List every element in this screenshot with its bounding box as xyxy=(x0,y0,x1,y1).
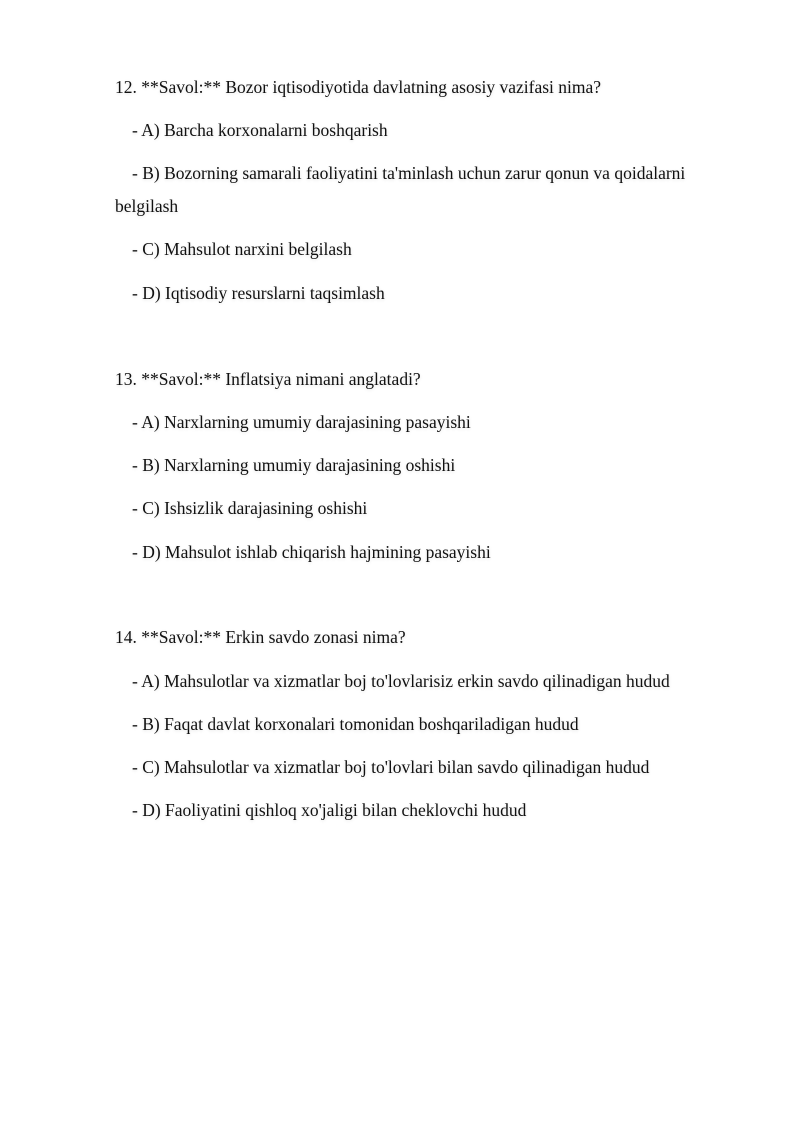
question-14-option-c: - C) Mahsulotlar va xizmatlar boj to'lovlari bilan savdo qilinadigan hudud xyxy=(132,757,650,777)
question-14-option-d: - D) Faoliyatini qishloq xo'jaligi bilan cheklovchi hudud xyxy=(132,800,527,820)
question-12-option-b: - B) Bozorning samarali faoliyatini ta'minlash uchun zarur qonun va qoidalarni xyxy=(132,163,686,183)
question-13-option-c: - C) Ishsizlik darajasining oshishi xyxy=(132,498,368,518)
question-12-option-a: - A) Barcha korxonalarni boshqarish xyxy=(132,120,388,140)
question-13-option-b: - B) Narxlarning umumiy darajasining oshishi xyxy=(132,455,456,475)
question-14-option-b: - B) Faqat davlat korxonalari tomonidan boshqariladigan hudud xyxy=(132,714,579,734)
question-12-title: 12. **Savol:** Bozor iqtisodiyotida davlatning asosiy vazifasi nima? xyxy=(115,77,602,97)
question-12-option-c: - C) Mahsulot narxini belgilash xyxy=(132,239,352,259)
question-12-option-d: - D) Iqtisodiy resurslarni taqsimlash xyxy=(132,283,385,303)
question-12-option-b-continuation: belgilash xyxy=(115,196,179,216)
question-13-option-a: - A) Narxlarning umumiy darajasining pasayishi xyxy=(132,412,471,432)
question-14-option-a: - A) Mahsulotlar va xizmatlar boj to'lovlarisiz erkin savdo qilinadigan hudud xyxy=(132,671,670,691)
question-13-title: 13. **Savol:** Inflatsiya nimani anglatadi? xyxy=(115,369,421,389)
question-14-title: 14. **Savol:** Erkin savdo zonasi nima? xyxy=(115,627,406,647)
question-13-option-d: - D) Mahsulot ishlab chiqarish hajmining pasayishi xyxy=(132,542,491,562)
